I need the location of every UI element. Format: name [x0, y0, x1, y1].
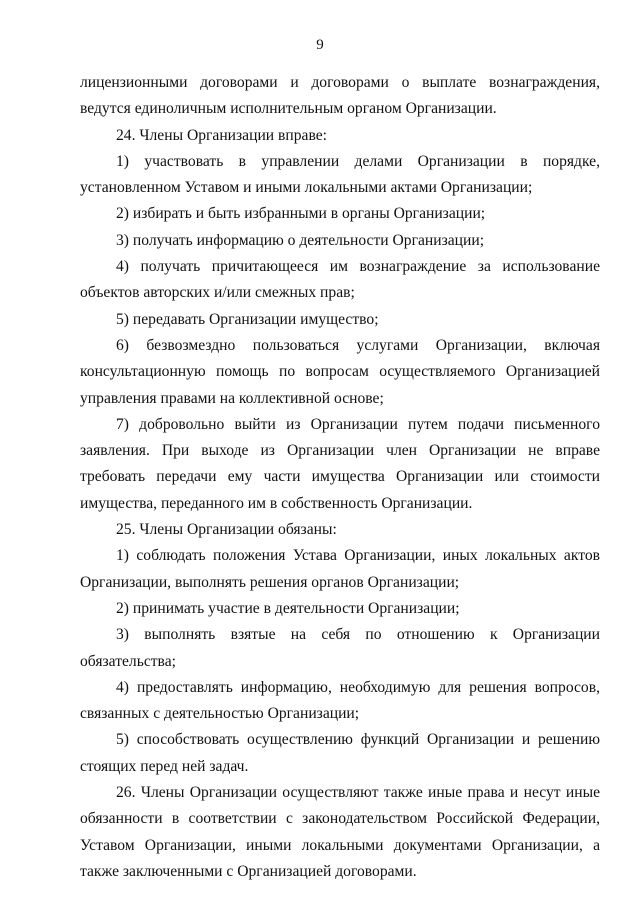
list-item: 3) получать информацию о деятельности Организации;: [116, 231, 485, 249]
list-item: 2) принимать участие в деятельности Организации;: [116, 599, 460, 617]
list-item: 1) соблюдать положения Устава Организации, иных локальных актов Организации, выполнять решения органов Организации;: [80, 547, 600, 591]
list-item: 5) способствовать осуществлению функций Организации и решению стоящих перед ней задач.: [80, 731, 600, 775]
document-body: [80, 70, 600, 885]
page-number: 9: [316, 37, 324, 53]
list-item: 4) получать причитающееся им вознаграждение за использование объектов авторских и/или смежных прав;: [80, 258, 600, 302]
section-24-heading: 24. Члены Организации вправе:: [116, 126, 327, 144]
list-item: 6) безвозмездно пользоваться услугами Организации, включая консультационную помощь по вопросам осуществляемого Организацией управления правами на коллективной основе;: [80, 336, 600, 407]
section-26-paragraph: 26. Члены Организации осуществляют также иные права и несут иные обязанности в соответствии с законодательством Российской Федерации, Уставом Организации, иными локальными документами Организации, а также заключенными с Организацией договорами.: [80, 784, 600, 880]
list-item: 7) добровольно выйти из Организации путем подачи письменного заявления. При выходе из Организации член Организации не вправе требовать передачи ему части имущества Организации или стоимости имущества, переданного им в собственность Организации.: [80, 415, 600, 512]
list-item: 2) избирать и быть избранными в органы Организации;: [116, 205, 486, 223]
list-item: 1) участвовать в управлении делами Организации в порядке, установленном Уставом и иными локальными актами Организации;: [80, 152, 600, 197]
section-25-heading: 25. Члены Организации обязаны:: [116, 521, 337, 539]
list-item: 4) предоставлять информацию, необходимую для решения вопросов, связанных с деятельностью Организации;: [80, 678, 600, 723]
list-item: 5) передавать Организации имущество;: [116, 310, 379, 328]
paragraph: лицензионными договорами и договорами о выплате вознаграждения, ведутся единоличным исполнительным органом Организации.: [80, 74, 600, 118]
list-item: 3) выполнять взятые на себя по отношению к Организации обязательства;: [80, 626, 600, 670]
